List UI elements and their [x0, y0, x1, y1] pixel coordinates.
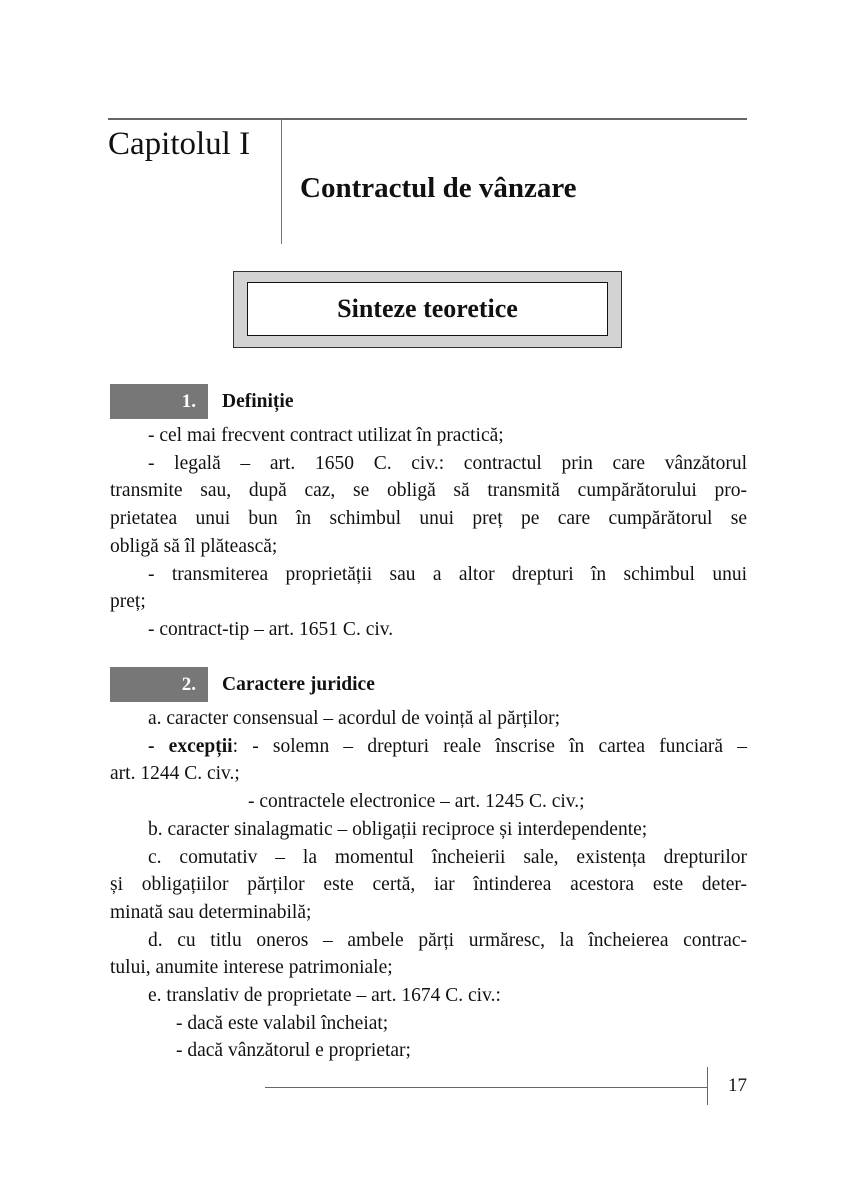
section-title: Caractere juridice	[222, 673, 375, 695]
text-line-content	[148, 736, 747, 757]
text-line: b. caracter sinalagmatic – obligații reciproce și interdependente;	[148, 818, 648, 840]
header-divider	[281, 119, 282, 244]
text-line: - legală – art. 1650 C. civ.: contractul prin care vânzătorul	[148, 452, 747, 474]
text-line: d. cu titlu oneros – ambele părți urmăresc, la încheierea contrac-	[148, 929, 747, 951]
text-line: a. caracter consensual – acordul de voință al părților;	[148, 708, 561, 729]
footer-rule	[265, 1087, 707, 1088]
text-line: prietatea unui bun în schimbul unui preț pe care cumpărătorul se	[110, 508, 747, 530]
text-line: - transmiterea proprietății sau a altor drepturi în schimbul unui	[148, 563, 747, 585]
text-line: c. comutativ – la momentul încheierii sale, existența drepturilor	[148, 846, 747, 868]
section-body	[110, 422, 747, 644]
header-rule	[108, 118, 747, 120]
section-heading-box	[233, 271, 622, 348]
emphasis: - excepții	[148, 735, 233, 757]
text-line: - cel mai frecvent contract utilizat în practică;	[148, 425, 504, 446]
footer-divider	[707, 1067, 708, 1105]
text-line: și obligațiilor părților este certă, iar întinderea acestora este deter-	[110, 874, 747, 896]
text-line: - contract-tip – art. 1651 C. civ.	[148, 618, 394, 640]
section-bar	[110, 667, 747, 702]
section-title: Definiție	[222, 390, 294, 412]
text-line-rest: : - solemn – drepturi reale înscrise în cartea funciară –	[232, 735, 747, 757]
section-number: 1.	[110, 384, 208, 419]
chapter-title: Contractul de vânzare	[300, 172, 577, 204]
section-definitie	[110, 384, 747, 644]
text-line: art. 1244 C. civ.;	[110, 763, 240, 785]
text-line: - contractele electronice – art. 1245 C. civ.;	[248, 791, 585, 813]
chapter-label: Capitolul I	[108, 126, 251, 162]
section-body	[110, 705, 747, 1065]
section-number: 2.	[110, 667, 208, 702]
text-line: obligă să îl plătească;	[110, 535, 278, 557]
text-line: - dacă vânzătorul e proprietar;	[176, 1040, 411, 1062]
section-heading: Sinteze teoretice	[247, 282, 608, 336]
text-line: preț;	[110, 591, 146, 613]
text-line: tului, anumite interese patrimoniale;	[110, 957, 393, 979]
text-line	[110, 733, 747, 761]
section-caractere-juridice	[110, 667, 747, 1065]
text-line: minată sau determinabilă;	[110, 901, 312, 923]
text-line: - dacă este valabil încheiat;	[176, 1012, 389, 1034]
text-line: e. translativ de proprietate – art. 1674 C. civ.:	[148, 985, 501, 1007]
section-bar	[110, 384, 747, 419]
text-line: transmite sau, după caz, se obligă să transmită cumpărătorului pro-	[110, 480, 747, 502]
page-number: 17	[728, 1075, 747, 1096]
